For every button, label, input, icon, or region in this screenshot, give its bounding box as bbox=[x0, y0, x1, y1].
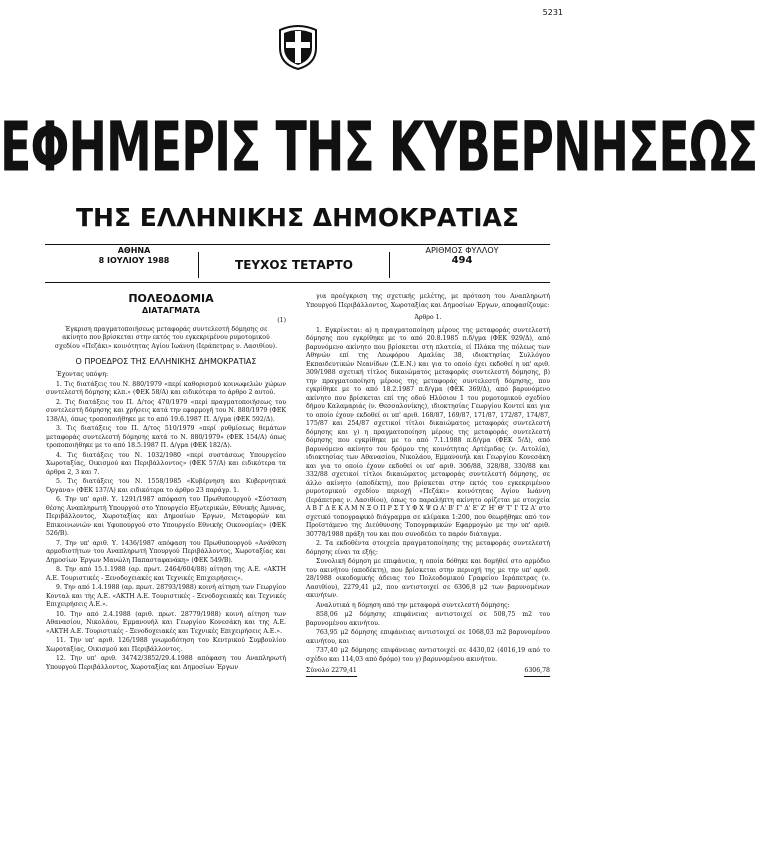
left-item: 8. Την από 15.1.1988 (αρ. πρωτ. 2464/604/88) αίτηση της Α.Ε. «ΑΚΤΗ Α.Ε. Τουριστικές - Ξενοδοχειακές και Τεχνικές Επιχειρήσεις». bbox=[46, 566, 286, 582]
header-top-rule bbox=[45, 244, 550, 245]
left-item: 9. Την από 1.4.1988 (αρ. πρωτ. 28793/1988) κοινή αίτηση των Γεωργίου Κονταλ και της Α.Ε. «ΑΚΤΗ Α.Ε. Τουριστικές - Ξενοδοχειακές και Τεχνικές Επιχειρήσεις Α.Ε.». bbox=[46, 584, 286, 608]
left-item: 6. Την υπ' αριθ. Υ. 1291/1987 απόφαση του Πρωθυπουργού «Σύσταση θέσης Αναπληρωτή Υπουργού στο Υπουργείο Εξωτερικών, Εθνικής Άμυνας, Περιβάλλοντος, Χωροταξίας και Δημοσίων Έργων, Μεταφορών και Επικοινωνιών και Υφυπουργού στο Υπουργείο Εθνικής Οικονομίας» (ΦΕΚ 526/Β). bbox=[46, 496, 286, 537]
right-intro: για προέγκριση της σχετικής μελέτης, με πρόταση του Αναπληρωτή Υπουργού Περιβάλλοντος, Χωροταξίας και Δημοσίων Έργων, αποφασίζουμε: bbox=[306, 293, 550, 309]
subsection-title: ΔΙΑΤΑΓΜΑΤΑ bbox=[142, 306, 200, 315]
sheet-number: 494 bbox=[451, 255, 473, 266]
right-paragraph: Συνολική δόμηση με επιφάνεια, η οποία δόθηκε και δομήθεί στο αρμόδιο του ακινήτου (αποδέκτη), που βρίσκεται στην περιοχή της με την υπ' αριθ. 28/1988 οικοδομικής άδειας του Πολεοδομικού Γραφείου Ιεράπετρας (ν. Λασιθίου), 2279,41 μ2, που αντιστοιχεί σε 6306,8 μ2 των βαρυνομένων ακινήτων. bbox=[306, 558, 550, 599]
gazette-subtitle: ΤΗΣ ΕΛΛΗΝΙΚΗΣ ΔΗΜΟΚΡΑΤΙΑΣ bbox=[76, 203, 519, 232]
right-paragraph: Αναλυτικά η δόμηση από την μεταφορά συντελεστή δόμησης: bbox=[316, 601, 510, 609]
page-number: 5231 bbox=[542, 8, 563, 17]
gazette-title: ΕΦΗΜΕΡΙΣ ΤΗΣ ΚΥΒΕΡΝΗΣΕΩΣ bbox=[0, 106, 757, 187]
right-column bbox=[306, 293, 550, 677]
left-column bbox=[46, 293, 286, 673]
left-item: 2. Τις διατάξεις του Π. Δ/τος 470/1979 «περί πραγματοποιήσεως του συντελεστή δόμησης και χρήσεις κατά την εφαρμογή του Ν. 880/1979 (ΦΕΚ 138/Α), όπως τροποποιήθηκε με το από 19.6.1987 Π. Δ/γμα (ΦΕΚ 592/Δ). bbox=[46, 398, 286, 423]
issue-date-block bbox=[84, 246, 184, 266]
article-heading: Άρθρο 1. bbox=[414, 314, 442, 321]
issue-type: ΤΕΥΧΟΣ ΤΕΤΑΡΤΟ bbox=[198, 252, 390, 278]
breakdown-item: 737,40 μ2 δόμησης επιφάνειας αντιστοιχεί σε 4430,02 (4016,19 από το σχέδιο και 114,03 από δρόμο) του γ) βαρυνομένου ακινήτου. bbox=[306, 647, 550, 663]
left-item: 11. Την υπ' αριθ. 126/1988 γνωμοδότηση του Κεντρικού Συμβουλίου Χωροταξίας, Οικισμού και Περιβάλλοντος. bbox=[46, 637, 286, 653]
sheet-label: ΑΡΙΘΜΟΣ ΦΥΛΛΟΥ bbox=[425, 246, 499, 255]
left-item: 5. Τις διατάξεις του Ν. 1558/1985 «Κυβέρνηση και Κυβερνητικά Όργανα» (ΦΕΚ 137/Α) και ειδικότερα το άρθρο 23 παράγρ. 1. bbox=[46, 478, 286, 494]
total-right: 6306,78 bbox=[524, 667, 550, 677]
left-item: 4. Τις διατάξεις του Ν. 1032/1980 «περί συστάσεως Υπουργείου Χωροταξίας, Οικισμού και Περιβάλλοντος» (ΦΕΚ 57/Α) και ειδικότερα τα άρθρα 2, 3 και 7. bbox=[46, 451, 286, 476]
decree-title: Έγκριση πραγματοποιήσεως μεταφοράς συντελεστή δόμησης σε ακίνητο που βρίσκεται στην εκτός του εγκεκριμένου ρυμοτομικού σχεδίου «Πεζάκι» κοινότητας Αγίου Ιωάννη (Ιεράπετρας ν. Λασιθίου). bbox=[54, 325, 278, 350]
right-paragraph: 1. Εγκρίνεται: α) η πραγματοποίηση μέρους της μεταφοράς συντελεστή δόμησης που εγκρίθηκε με το από 20.8.1985 π.δ/γμα (ΦΕΚ 929/Δ), από βαρυνόμενο ακίνητο που βρίσκεται στη πλατεία, εί Πλάκα της πόλεως των Αθηνών επί της Λεωφόρου Αμαλίας 38, ιδιοκτησίας Συλλόγου Εκπαιδευτικών Νεανίδων (Σ.Ε.Ν.) και για το οποίο έχει εκδοθεί η υπ' αριθ. 309/1988 σχετική τίτλος δικαιώματος μεταφοράς συντελεστή δόμησης, β) την πραγματοποίηση μέρους της μεταφοράς συντελεστή δόμησης, που εγκρίθηκε με το από 18.2.1987 π.δ/γμα (ΦΕΚ 369/Δ), από βαρυνόμενο ακίνητο που βρίσκεται επί της οδού Ηλύσιου 1 του ρυμοτομικού σχεδίου δήμου Καλαμαριάς (ν. Θεσσαλονίκης), ιδιοκτησίας Γεωργίου Κοντεί και για το οποίο έχουν εκδοθεί οι υπ' αριθ. 168/87, 169/87, 171/87, 172/87, 174/87, 175/87 και 254/87 σχετικοί τίτλοι δικαιώματος μεταφοράς συντελεστή δόμησης και γ) η πραγματοποίηση μέρους της μεταφοράς συντελεστή δόμησης που εγκρίθηκε με το από 7.1.1988 π.δ/γμα (ΦΕΚ 5/Δ), από βαρυνόμενο ακίνητο του δρόμου της κοινότητας Αρτέμιδας (ν. Αιτολία), ιδιοκτησίας των Αθανασίου, Νικολάου, Εμμανουήλ και Γεωργίου Κονεσάκη και για το οποίο έχουν εκδοθεί οι υπ' αριθ. 306/88, 328/88, 330/88 και 332/88 σχετικοί τίτλοι δικαιώματος μεταφοράς συντελεστή δόμησης, σε άλλο ακίνητο (αποδέκτη), που βρίσκεται στην εκτός του εγκεκριμένου ρυμοτομικού σχεδίου περιοχή «Πεζάκι» κοινότητας Αγίου Ιωάννη (Ιεράπετρας ν. Λασιθίου), όπως το παραλήπτη ακίνητο ορίζεται με στοιχεία Α Β Γ Δ Ε Κ Λ Μ Ν Ξ Ο Π Ρ Σ Τ Υ Φ Χ Ψ Ω Α' Β' Γ' Δ' Ε' Ζ' Η' Θ' Τ' Ι' Τ2 Α' στο σχετικό τοπογραφικό διάγραμμα σε κλίμακα 1:200, που θεωρήθηκε από τον Προϊστάμενο της Διεύθυνσης Τοπογραφικών Εφαρμογών με την υπ' αριθ. 30778/1988 πράξη του και που συνοδεύει το παρόν διάταγμα. bbox=[306, 326, 550, 538]
issue-date: 8 ΙΟΥΛΙΟΥ 1988 bbox=[98, 256, 170, 265]
left-item: 1. Τις διατάξεις του Ν. 880/1979 «περί καθορισμού κοινωφελών χώρων συντελεστή δόμησης κλπ.» (ΦΕΚ 58/Α) και ειδικότερα το άρθρο 2 αυτού. bbox=[46, 380, 286, 396]
total-left: Σύνολο 2279,41 bbox=[306, 667, 357, 677]
greek-coat-of-arms-icon bbox=[278, 22, 318, 70]
left-item: 10. Την από 2.4.1988 (αριθ. πρωτ. 28779/1988) κοινή αίτηση των Αθανασίου, Νικολάου, Εμμανουήλ και Γεωργίου Κονεσάκη και της Α.Ε. «ΑΚΤΗ Α.Ε. Τουριστικές - Ξενοδοχειακές και Τεχνικές Επιχειρήσεις Α.Ε.». bbox=[46, 610, 286, 635]
breakdown-item: 858,06 μ2 δόμησης επιφάνειας αντιστοιχεί σε 508,75 m2 του βαρυνομένου ακινήτου. bbox=[306, 611, 550, 627]
right-paragraph: 2. Τα εκδοθέντα στοιχεία πραγματοποίησης της μεταφοράς συντελεστή δόμησης είναι τα εξής: bbox=[306, 540, 550, 556]
decree-number: (1) bbox=[277, 317, 286, 324]
breakdown-item: 763,95 μ2 δόμησης επιφάνειας αντιστοιχεί σε 1068,03 m2 βαρυνομένου ακινήτου, και bbox=[306, 629, 550, 645]
issue-city: ΑΘΗΝΑ bbox=[117, 246, 151, 255]
header-bottom-rule bbox=[45, 282, 550, 283]
president-heading: Ο ΠΡΟΕΔΡΟΣ ΤΗΣ ΕΛΛΗΝΙΚΗΣ ΔΗΜΟΚΡΑΤΙΑΣ bbox=[75, 357, 257, 366]
left-item: 7. Την υπ' αριθ. Υ. 1436/1987 απόφαση του Πρωθυπουργού «Ανάθεση αρμοδιοτήτων του Αναπληρωτή Υπουργού Περιβάλλοντος, Χωροταξίας και Δημοσίων Έργων Μανώλη Παπασταφανάκη» (ΦΕΚ 549/Β). bbox=[46, 539, 286, 564]
considering: Έχοντας υπόψη: bbox=[56, 371, 109, 378]
left-item: 12. Την υπ' αριθ. 34742/3852/29.4.1988 απόφαση του Αναπληρωτή Υπουργού Περιβάλλοντος, Χωροταξίας και Δημοσίων Έργων bbox=[46, 655, 286, 671]
totals-row bbox=[306, 667, 550, 677]
sheet-number-block bbox=[402, 246, 522, 266]
section-title: ΠΟΛΕΟΔΟΜΙΑ bbox=[128, 292, 214, 305]
left-item: 3. Τις διατάξεις του Π. Δ/τος 510/1979 «περί ρυθμίσεως θεμάτων μεταφοράς συντελεστή δόμησης κατά το Ν. 880/1979» (ΦΕΚ 154/Α) όπως τροποποιήθηκε με το από 18.5.1987 Π. Δ/γμα (ΦΕΚ 182/Δ). bbox=[46, 425, 286, 449]
